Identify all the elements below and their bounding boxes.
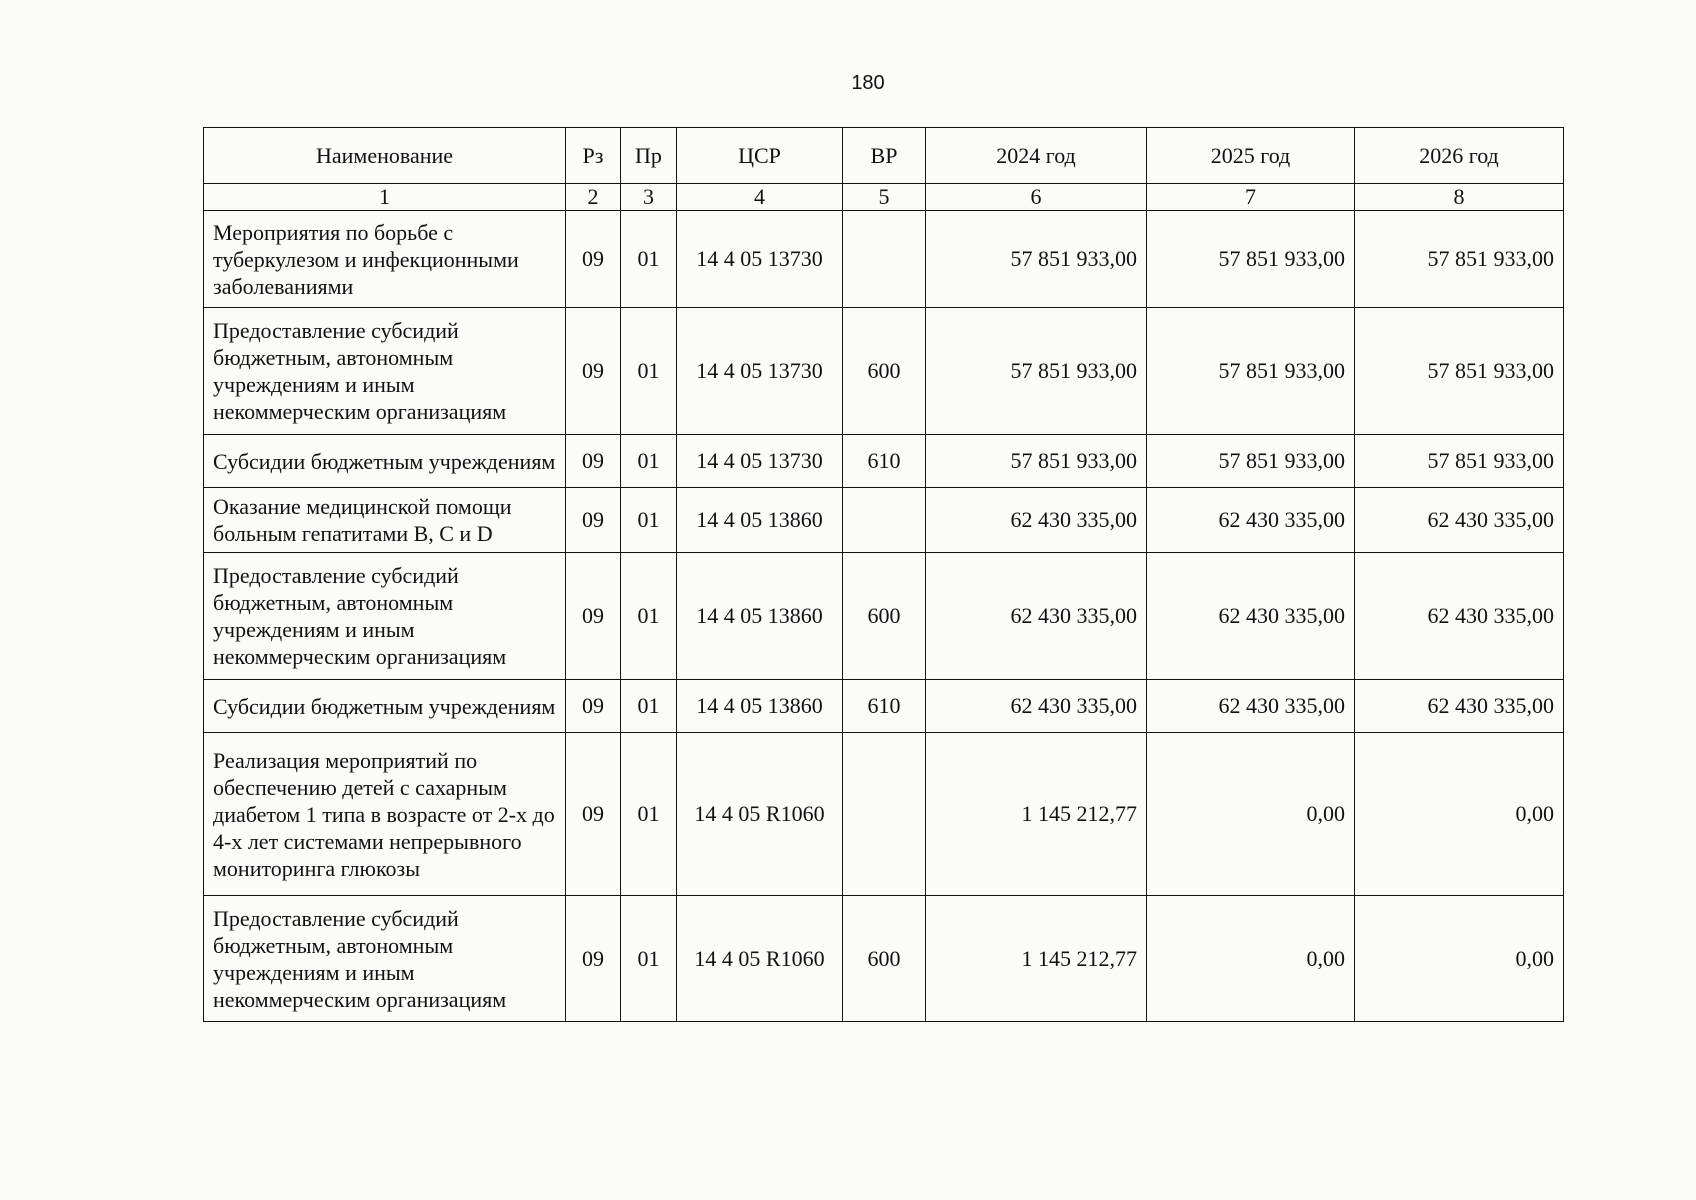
row-2026: 57 851 933,00 <box>1355 308 1564 435</box>
header-pr: Пр <box>621 128 677 184</box>
header-rz: Рз <box>566 128 621 184</box>
row-name: Оказание медицинской помощи больным гепатитами B, C и D <box>204 488 566 553</box>
row-name: Предоставление субсидий бюджетным, автономным учреждениям и иным некоммерческим организациям <box>204 896 566 1022</box>
row-rz: 09 <box>566 896 621 1022</box>
row-2024: 62 430 335,00 <box>926 680 1147 733</box>
column-number: 5 <box>843 184 926 211</box>
row-vr: 600 <box>843 896 926 1022</box>
header-2026: 2026 год <box>1355 128 1564 184</box>
row-rz: 09 <box>566 733 621 896</box>
row-pr: 01 <box>621 896 677 1022</box>
row-rz: 09 <box>566 680 621 733</box>
row-2026: 0,00 <box>1355 733 1564 896</box>
row-rz: 09 <box>566 553 621 680</box>
row-vr: 610 <box>843 680 926 733</box>
column-number: 1 <box>204 184 566 211</box>
row-2025: 57 851 933,00 <box>1147 435 1355 488</box>
column-number: 4 <box>677 184 843 211</box>
row-pr: 01 <box>621 211 677 308</box>
table-row <box>204 211 1564 308</box>
budget-table <box>203 127 1564 1022</box>
header-2024: 2024 год <box>926 128 1147 184</box>
row-2025: 57 851 933,00 <box>1147 211 1355 308</box>
row-2025: 62 430 335,00 <box>1147 680 1355 733</box>
row-name: Предоставление субсидий бюджетным, автономным учреждениям и иным некоммерческим организациям <box>204 308 566 435</box>
row-2026: 62 430 335,00 <box>1355 553 1564 680</box>
header-2025: 2025 год <box>1147 128 1355 184</box>
row-2026: 57 851 933,00 <box>1355 211 1564 308</box>
column-number-row <box>204 184 1564 211</box>
row-vr: 600 <box>843 553 926 680</box>
row-csr: 14 4 05 13730 <box>677 308 843 435</box>
row-csr: 14 4 05 R1060 <box>677 896 843 1022</box>
row-vr <box>843 488 926 553</box>
row-rz: 09 <box>566 488 621 553</box>
row-2025: 0,00 <box>1147 896 1355 1022</box>
row-rz: 09 <box>566 435 621 488</box>
row-2026: 57 851 933,00 <box>1355 435 1564 488</box>
row-name: Предоставление субсидий бюджетным, автономным учреждениям и иным некоммерческим организациям <box>204 553 566 680</box>
row-2024: 57 851 933,00 <box>926 435 1147 488</box>
table-row <box>204 435 1564 488</box>
row-pr: 01 <box>621 435 677 488</box>
table-row <box>204 488 1564 553</box>
row-2025: 57 851 933,00 <box>1147 308 1355 435</box>
row-2025: 62 430 335,00 <box>1147 488 1355 553</box>
row-pr: 01 <box>621 308 677 435</box>
row-name: Реализация мероприятий по обеспечению детей с сахарным диабетом 1 типа в возрасте от 2-х до 4-х лет системами непрерывного мониторинга глюкозы <box>204 733 566 896</box>
row-vr: 600 <box>843 308 926 435</box>
row-csr: 14 4 05 13860 <box>677 488 843 553</box>
row-csr: 14 4 05 R1060 <box>677 733 843 896</box>
row-csr: 14 4 05 13860 <box>677 680 843 733</box>
row-2026: 0,00 <box>1355 896 1564 1022</box>
row-2024: 62 430 335,00 <box>926 553 1147 680</box>
row-name: Мероприятия по борьбе с туберкулезом и инфекционными заболеваниями <box>204 211 566 308</box>
row-name: Субсидии бюджетным учреждениям <box>204 435 566 488</box>
row-pr: 01 <box>621 488 677 553</box>
row-rz: 09 <box>566 308 621 435</box>
row-2024: 57 851 933,00 <box>926 308 1147 435</box>
table-row <box>204 896 1564 1022</box>
table-row <box>204 553 1564 680</box>
row-csr: 14 4 05 13730 <box>677 435 843 488</box>
row-pr: 01 <box>621 733 677 896</box>
header-vr: ВР <box>843 128 926 184</box>
table-header-row <box>204 128 1564 184</box>
row-csr: 14 4 05 13860 <box>677 553 843 680</box>
table-row <box>204 733 1564 896</box>
row-rz: 09 <box>566 211 621 308</box>
row-2025: 62 430 335,00 <box>1147 553 1355 680</box>
table-row <box>204 308 1564 435</box>
table-row <box>204 680 1564 733</box>
row-2025: 0,00 <box>1147 733 1355 896</box>
row-pr: 01 <box>621 680 677 733</box>
column-number: 7 <box>1147 184 1355 211</box>
row-vr: 610 <box>843 435 926 488</box>
column-number: 8 <box>1355 184 1564 211</box>
row-2026: 62 430 335,00 <box>1355 680 1564 733</box>
row-2024: 1 145 212,77 <box>926 733 1147 896</box>
row-vr <box>843 733 926 896</box>
row-name: Субсидии бюджетным учреждениям <box>204 680 566 733</box>
row-2024: 1 145 212,77 <box>926 896 1147 1022</box>
row-2024: 62 430 335,00 <box>926 488 1147 553</box>
row-2026: 62 430 335,00 <box>1355 488 1564 553</box>
header-csr: ЦСР <box>677 128 843 184</box>
header-name: Наименование <box>204 128 566 184</box>
column-number: 6 <box>926 184 1147 211</box>
column-number: 3 <box>621 184 677 211</box>
page-number: 180 <box>851 72 885 94</box>
row-vr <box>843 211 926 308</box>
column-number: 2 <box>566 184 621 211</box>
row-pr: 01 <box>621 553 677 680</box>
row-csr: 14 4 05 13730 <box>677 211 843 308</box>
row-2024: 57 851 933,00 <box>926 211 1147 308</box>
